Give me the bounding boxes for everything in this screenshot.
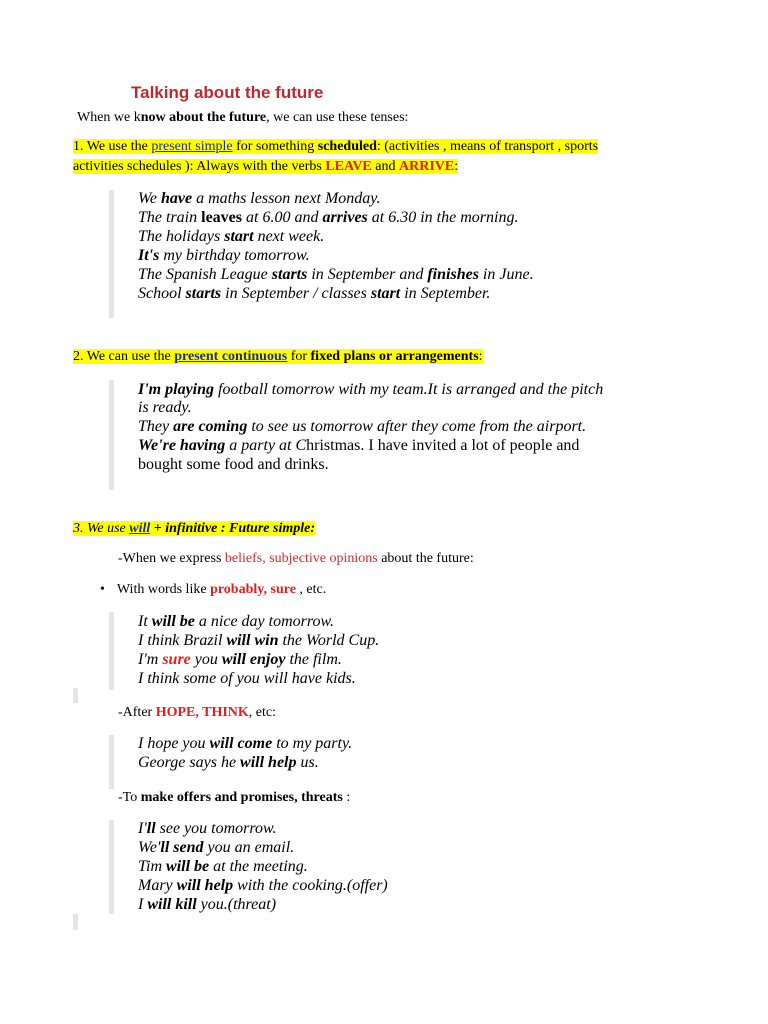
subheading-hope-think: -After HOPE, THINK, etc: (118, 705, 277, 720)
example-line: I hope you will come to my party. (138, 735, 353, 752)
example-line: It's my birthday tomorrow. (138, 247, 310, 264)
quote-bar (109, 380, 114, 490)
quote-bar (73, 688, 78, 703)
will-link[interactable]: will (129, 521, 151, 536)
subheading-offers: -To make offers and promises, threats : (118, 790, 351, 805)
intro-text: When we know about the future, we can use these tenses: (77, 110, 409, 125)
example-line: bought some food and drinks. (138, 456, 329, 473)
example-line: The Spanish League starts in September and finishes in June. (138, 266, 534, 283)
example-line: They are coming to see us tomorrow after they come from the airport. (138, 418, 587, 435)
example-line: George says he will help us. (138, 754, 319, 771)
quote-bar (109, 735, 114, 789)
example-line: I'm playing football tomorrow with my team.It is arranged and the pitch (138, 381, 604, 398)
example-line: It will be a nice day tomorrow. (138, 613, 334, 630)
example-line: School starts in September / classes start in September. (138, 285, 491, 302)
example-line: I think Brazil will win the World Cup. (138, 632, 380, 649)
example-line: I think some of you will have kids. (138, 670, 356, 687)
page-title: Talking about the future (131, 83, 324, 102)
quote-bar (109, 612, 114, 690)
quote-bar (73, 914, 78, 930)
example-line: is ready. (138, 399, 192, 416)
present-continuous-link[interactable]: present continuous (174, 349, 288, 364)
example-line: I will kill you.(threat) (138, 896, 277, 913)
bullet-item: • With words like probably, sure , etc. (100, 582, 327, 597)
bullet-icon: • (100, 582, 105, 597)
section-3-heading: 3. We use will + infinitive : Future simple: (73, 521, 315, 536)
quote-bar (109, 820, 114, 914)
example-line: Tim will be at the meeting. (138, 858, 308, 875)
quote-bar (109, 190, 114, 318)
example-line: I'm sure you will enjoy the film. (138, 651, 342, 668)
example-line: Mary will help with the cooking.(offer) (138, 877, 388, 894)
subheading-beliefs: -When we express beliefs, subjective opinions about the future: (118, 551, 474, 566)
section-1-heading: 1. We use the present simple for something scheduled: (activities , means of transport , sports (73, 139, 599, 154)
section-2-heading: 2. We can use the present continuous for fixed plans or arrangements: (73, 349, 483, 364)
example-line: I'll see you tomorrow. (138, 820, 277, 837)
example-line: The train leaves at 6.00 and arrives at 6.30 in the morning. (138, 209, 519, 226)
example-line: We're having a party at Christmas. I have invited a lot of people and (138, 437, 580, 454)
section-1-heading-cont: activities schedules ): Always with the verbs LEAVE and ARRIVE: (73, 159, 459, 174)
present-simple-link[interactable]: present simple (151, 139, 233, 154)
example-line: We have a maths lesson next Monday. (138, 190, 381, 207)
example-line: We'll send you an email. (138, 839, 295, 856)
example-line: The holidays start next week. (138, 228, 325, 245)
